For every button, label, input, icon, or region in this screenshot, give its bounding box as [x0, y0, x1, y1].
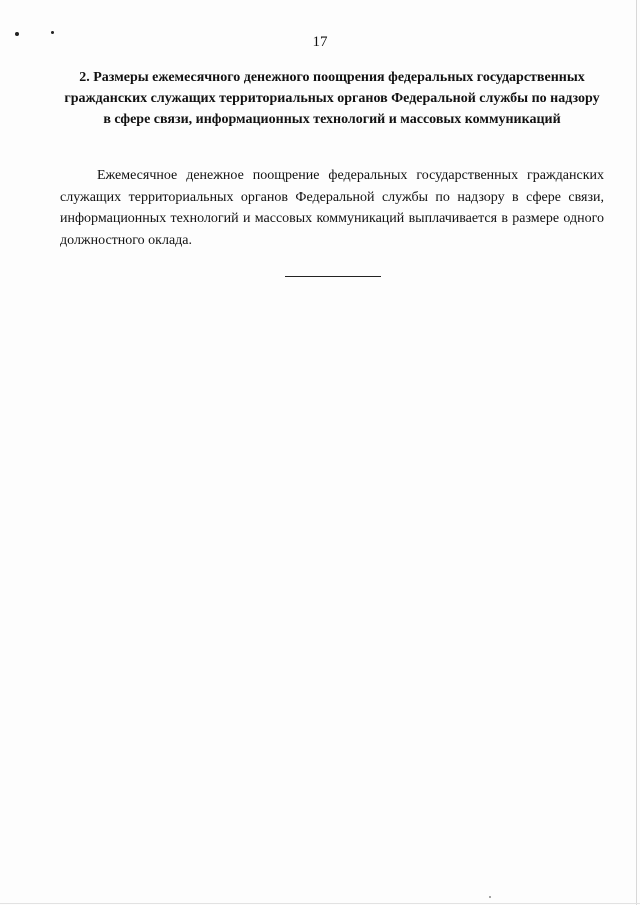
scan-edge: [636, 0, 637, 905]
section-heading: 2. Размеры ежемесячного денежного поощрения федеральных государственных гражданских служащих территориальных органов Федеральной службы по надзору в сфере связи, информационных технологий и массовых коммуникаций: [64, 70, 600, 127]
page-number: 17: [312, 34, 328, 50]
end-rule: [285, 276, 381, 277]
body-paragraph: Ежемесячное денежное поощрение федеральных государственных гражданских служащих территориальных органов Федеральной службы по надзору в сфере связи, информационных технологий и массовых коммуникаций выплачивается в размере одного должностного оклада.: [60, 168, 604, 248]
scan-speck: [489, 896, 491, 898]
scan-edge: [0, 903, 640, 904]
